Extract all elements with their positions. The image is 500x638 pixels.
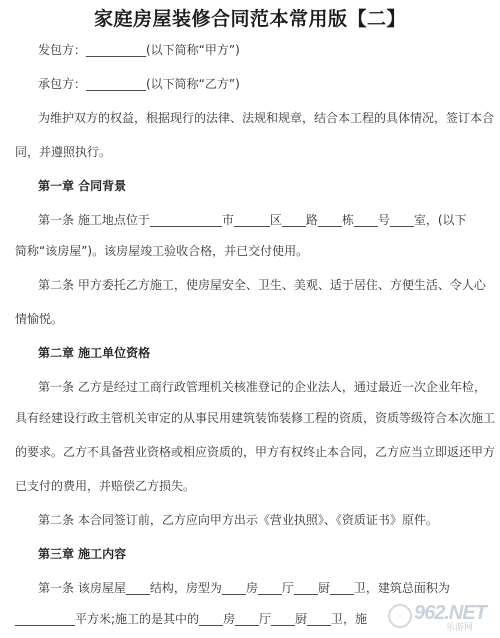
ch2-art1-line-1: 第一条 乙方是经过工商行政管理机关核准登记的企业法人，通过最近一次企业年检， — [38, 380, 486, 394]
watermark-logo-icon — [388, 604, 412, 628]
watermark-sub: 乐游网 — [446, 623, 474, 633]
ch3-art1-line-2: __________平方米;施工的是其中的____房____厅____厨____卫，施 — [15, 612, 368, 626]
document-title: 家庭房屋装修合同范本常用版【二】 — [93, 8, 406, 30]
preamble-line-1: 为维护双方的权益，根据现行的法律、法规和规章，结合本工程的具体情况，签订本合 — [38, 111, 495, 125]
ch2-art1-line-2: 具有经建设行政主管机关审定的从事民用建筑装饰装修工程的资质，资质等级符合本次施工 — [15, 411, 496, 425]
ch1-art1-line-1: 第一条 施工地点位于____________市______区____路____栋____号____室，(以下 — [38, 213, 467, 227]
preamble-line-2: 同，并遵照执行。 — [15, 145, 112, 159]
chapter-3-heading: 第三章 施工内容 — [38, 547, 127, 561]
ch1-art2-line-1: 第二条 甲方委托乙方施工，使房屋安全、卫生、美观、适于居住、方便生活、令人心 — [38, 278, 486, 292]
party-b-line: 承包方：__________(以下简称“乙方”) — [38, 77, 240, 91]
chapter-2-heading: 第二章 施工单位资格 — [38, 346, 151, 360]
watermark-brand: 962.NET — [414, 602, 486, 624]
ch1-art2-line-2: 情愉悦。 — [15, 312, 64, 326]
ch2-art2-line-1: 第二条 本合同签订前，乙方应向甲方出示《营业执照》、《资质证书》原件。 — [38, 513, 438, 527]
ch1-art1-line-2: 简称“该房屋”)。该房屋竣工验收合格，并已交付使用。 — [15, 244, 309, 258]
party-a-line: 发包方：__________(以下简称“甲方”) — [38, 43, 240, 57]
ch2-art1-line-3: 的要求。乙方不具备营业资格或相应资质的，甲方有权终止本合同，乙方应当立即返还甲方 — [15, 445, 496, 459]
chapter-1-heading: 第一章 合同背景 — [38, 179, 127, 193]
ch3-art1-line-1: 第一条 该房屋屋____结构，房型为____房____厅____厨____卫，建筑总面积为 — [38, 581, 450, 595]
ch2-art1-line-4: 已支付的费用，并赔偿乙方损失。 — [15, 479, 196, 493]
site-watermark — [384, 600, 494, 634]
